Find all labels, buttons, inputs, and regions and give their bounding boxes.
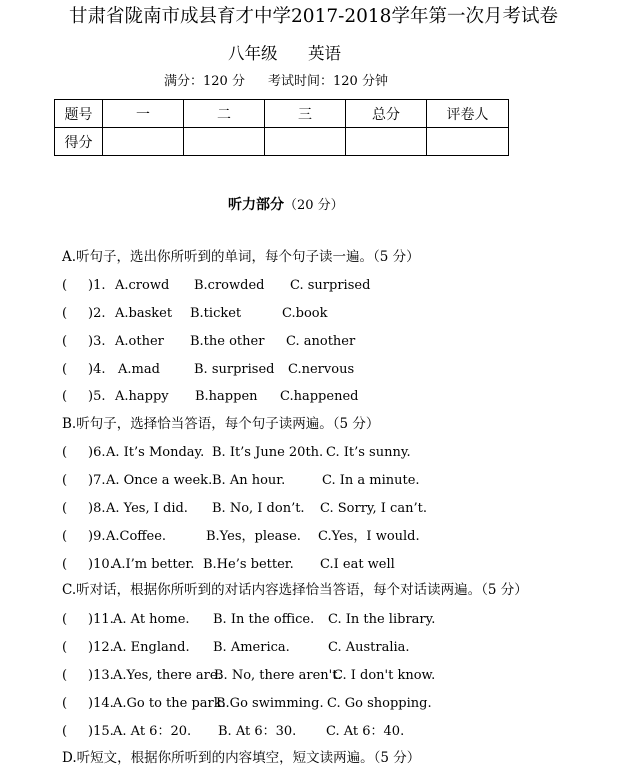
question-number: )15. (88, 724, 114, 739)
question-number: )4. (88, 362, 106, 377)
question-number: )1. (88, 278, 106, 293)
option-a: A.Go to the park. (113, 696, 226, 711)
option-c: C. another (286, 334, 356, 349)
score-table (54, 99, 509, 156)
question-number: )9. (88, 529, 106, 544)
question-number: )3. (88, 334, 106, 349)
row-label-cell: 得分 (55, 128, 103, 156)
option-c: C. Sorry, I can’t. (320, 501, 427, 516)
option-a: A. At 6：20. (113, 724, 192, 739)
score-cell[interactable] (346, 128, 427, 156)
section-d-instruction: D.听短文，根据你所听到的内容填空，短文读两遍。（5 分） (62, 750, 421, 766)
score-cell[interactable] (265, 128, 346, 156)
question-number: )13. (88, 668, 114, 683)
listening-heading (228, 196, 344, 212)
exam-title: 甘肃省陇南市成县育才中学2017-2018学年第一次月考试卷 (69, 6, 558, 27)
question-number: )10. (88, 557, 114, 572)
question-13: ( (62, 668, 68, 683)
question-number: )6. (88, 445, 106, 460)
option-c: C. Go shopping. (327, 696, 432, 711)
option-c: C.happened (280, 389, 359, 404)
question-number: )12. (88, 640, 114, 655)
question-8: ( (62, 501, 68, 516)
section-c-instruction: C.听对话，根据你所听到的对话内容选择恰当答语，每个对话读两遍。（5 分） (62, 582, 528, 598)
question-3: ( (62, 334, 68, 349)
question-number: )7. (88, 473, 106, 488)
option-a: A. It’s Monday. (106, 445, 205, 460)
option-a: A.Yes, there are. (113, 668, 222, 683)
option-b: B. At 6：30. (218, 724, 297, 739)
section-b-instruction: B.听句子，选择恰当答语，每个句子读两遍。（5 分） (62, 416, 380, 432)
question-7: ( (62, 473, 68, 488)
header-cell: 题号 (55, 100, 103, 128)
option-b: B.crowded (194, 278, 265, 293)
question-1: ( (62, 278, 68, 293)
option-b: B.the other (190, 334, 265, 349)
header-cell: 评卷人 (427, 100, 509, 128)
option-a: A. Yes, I did. (106, 501, 188, 516)
question-number: )5. (88, 389, 106, 404)
listening-title: 听力部分 (228, 197, 284, 213)
score-cell[interactable] (427, 128, 509, 156)
option-a: A.other (115, 334, 164, 349)
header-cell: 总分 (346, 100, 427, 128)
option-c: C. I don't know. (333, 668, 436, 683)
header-cell: 二 (184, 100, 265, 128)
option-c: C. Australia. (328, 640, 410, 655)
subject-label: 英语 (308, 44, 341, 63)
option-a: A. England. (113, 640, 190, 655)
option-a: A.basket (115, 306, 173, 321)
option-b: B.happen (195, 389, 258, 404)
full-score: 满分：120 分 (164, 74, 245, 89)
score-table-score-row (55, 128, 509, 156)
option-b: B. surprised (194, 362, 275, 377)
option-c: C. surprised (290, 278, 371, 293)
option-b: B. America. (213, 640, 290, 655)
option-a: A.happy (115, 389, 169, 404)
question-5: ( (62, 389, 68, 404)
option-b: B.He’s better. (203, 557, 294, 572)
option-c: C.nervous (288, 362, 355, 377)
option-a: A.mad (118, 362, 160, 377)
option-b: B.Go swimming. (216, 696, 324, 711)
option-c: C.Yes，I would. (318, 529, 420, 544)
question-6: ( (62, 445, 68, 460)
question-number: )14. (88, 696, 114, 711)
option-b: B. It’s June 20th. (212, 445, 324, 460)
exam-time: 考试时间：120 分钟 (268, 74, 388, 89)
grade-label: 八年级 (228, 44, 278, 63)
question-2: ( (62, 306, 68, 321)
option-b: B. In the office. (213, 612, 315, 627)
score-table-header-row (55, 100, 509, 128)
question-12: ( (62, 640, 68, 655)
score-cell[interactable] (103, 128, 184, 156)
question-number: )2. (88, 306, 106, 321)
question-9: ( (62, 529, 68, 544)
question-number: )8. (88, 501, 106, 516)
question-number: )11. (88, 612, 114, 627)
header-cell: 三 (265, 100, 346, 128)
option-b: B.ticket (190, 306, 242, 321)
option-c: C. In a minute. (322, 473, 420, 488)
listening-points: （20 分） (284, 198, 344, 213)
section-a-instruction: A.听句子，选出你所听到的单词，每个句子读一遍。（5 分） (62, 249, 420, 265)
option-c: C.book (282, 306, 328, 321)
option-a: A. Once a week. (106, 473, 213, 488)
option-b: B. No, there aren't. (214, 668, 342, 683)
header-cell: 一 (103, 100, 184, 128)
question-11: ( (62, 612, 68, 627)
score-cell[interactable] (184, 128, 265, 156)
option-b: B. An hour. (212, 473, 286, 488)
question-15: ( (62, 724, 68, 739)
option-a: A.I’m better. (112, 557, 195, 572)
option-c: C. At 6：40. (326, 724, 405, 739)
option-a: A.Coffee. (106, 529, 167, 544)
question-10: ( (62, 557, 68, 572)
question-4: ( (62, 362, 68, 377)
option-b: B.Yes，please. (206, 529, 301, 544)
option-b: B. No, I don’t. (212, 501, 305, 516)
option-c: C.I eat well (320, 557, 395, 572)
option-c: C. In the library. (328, 612, 436, 627)
option-a: A.crowd (115, 278, 170, 293)
option-c: C. It’s sunny. (326, 445, 411, 460)
option-a: A. At home. (113, 612, 190, 627)
question-14: ( (62, 696, 68, 711)
